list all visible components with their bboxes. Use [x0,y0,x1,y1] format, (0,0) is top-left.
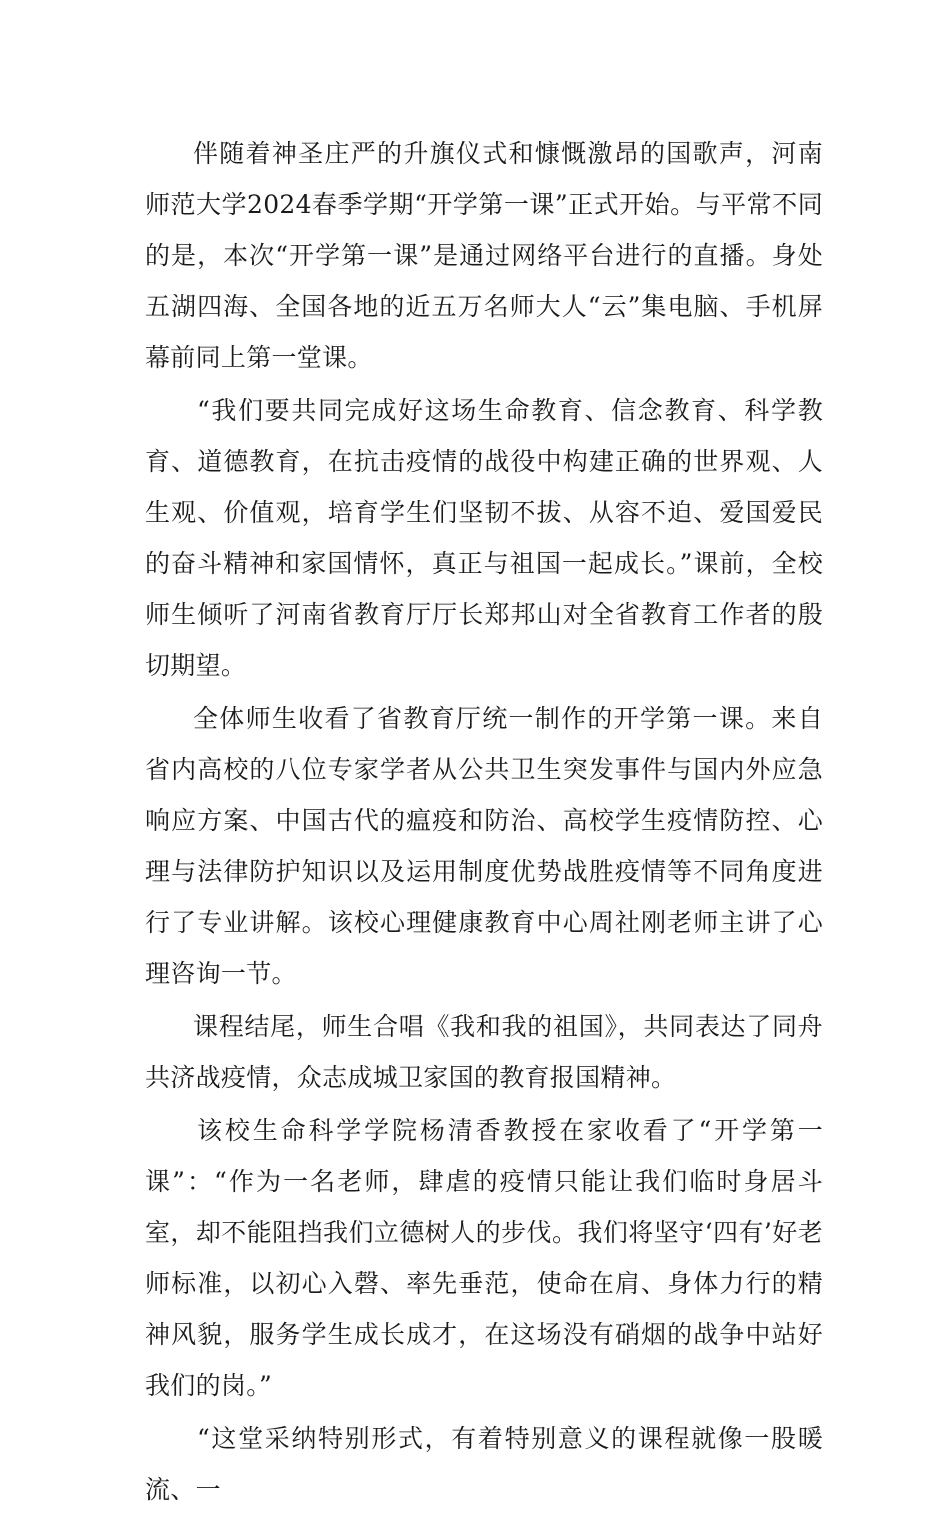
paragraph-opening-ceremony: 伴随着神圣庄严的升旗仪式和慷慨激昂的国歌声，河南师范大学2024春季学期“开学第一课”正式开始。与平常不同的是，本次“开学第一课”是通过网络平台进行的直播。身处五湖四海、全国各地的近五万名师大人“云”集电脑、手机屏幕前同上第一堂课。 [145,139,823,372]
paragraph-expert-lectures: 全体师生收看了省教育厅统一制作的开学第一课。来自省内高校的八位专家学者从公共卫生突发事件与国内外应急响应方案、中国古代的瘟疫和防治、高校学生疫情防控、心理与法律防护知识以及运用制度优势战胜疫情等不同角度进行了专业讲解。该校心理健康教育中心周社刚老师主讲了心理咨询一节。 [145,704,823,988]
paragraph-professor-quote: 该校生命科学学院杨清香教授在家收看了“开学第一课”：“作为一名老师，肆虐的疫情只能让我们临时身居斗室，却不能阻挡我们立德树人的步伐。我们将坚守‘四有’好老师标准，以初心入磬、率先垂范，使命在肩、身体力行的精神风貌，服务学生成长成才，在这场没有硝烟的战争中站好我们的岗。” [145,1116,823,1400]
paragraph-course-ending: 课程结尾，师生合唱《我和我的祖国》，共同表达了同舟共济战疫情，众志成城卫家国的教育报国精神。 [145,1012,823,1092]
paragraph-director-quote: “我们要共同完成好这场生命教育、信念教育、科学教育、道德教育，在抗击疫情的战役中构建正确的世界观、人生观、价值观，培育学生们坚韧不拔、从容不迫、爱国爱民的奋斗精神和家国情怀，真正与祖国一起成长。”课前，全校师生倾听了河南省教育厅厅长郑邦山对全省教育工作者的殷切期望。 [145,396,823,680]
article-body [145,128,823,1517]
paragraph-closing-quote: “这堂采纳特别形式，有着特别意义的课程就像一股暖流、一 [145,1424,823,1504]
